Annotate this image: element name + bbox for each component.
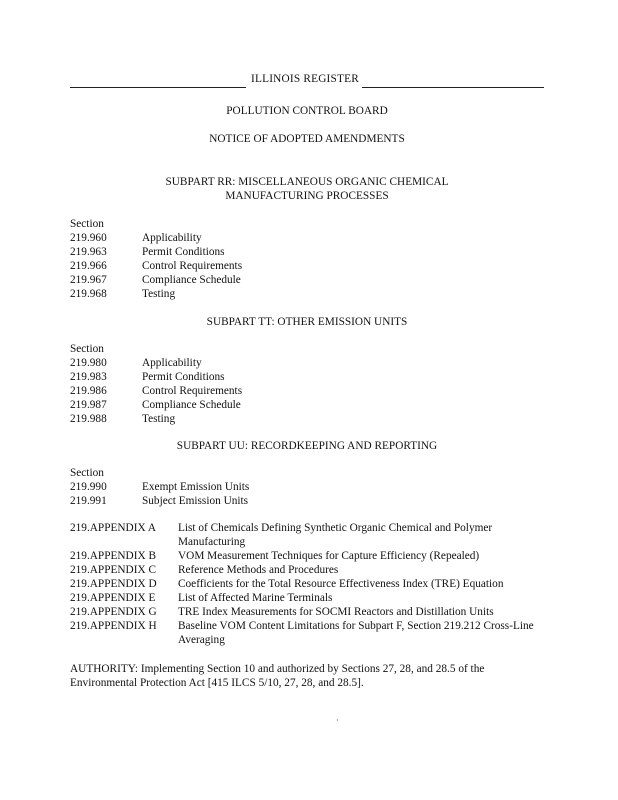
appendix-title: VOM Measurement Techniques for Capture Efficiency (Repealed) bbox=[178, 550, 480, 562]
section-number: 219.990 bbox=[70, 481, 107, 493]
section-row bbox=[70, 494, 550, 508]
section-number: 219.986 bbox=[70, 385, 107, 397]
section-title: Exempt Emission Units bbox=[142, 481, 250, 493]
section-label: Section bbox=[70, 343, 104, 355]
section-label: Section bbox=[70, 218, 104, 230]
section-number: 219.988 bbox=[70, 413, 107, 425]
appendix-id: 219.APPENDIX G bbox=[70, 606, 157, 618]
appendix-id: 219.APPENDIX C bbox=[70, 564, 156, 576]
appendix-list bbox=[70, 521, 550, 647]
masthead-rule-right bbox=[362, 87, 544, 88]
appendix-row bbox=[70, 605, 550, 619]
section-title: Permit Conditions bbox=[142, 371, 225, 383]
section-title: Permit Conditions bbox=[142, 246, 225, 258]
appendix-id: 219.APPENDIX B bbox=[70, 550, 156, 562]
masthead-rule-left bbox=[70, 87, 246, 88]
subpart-tt-title: SUBPART TT: OTHER EMISSION UNITS bbox=[206, 316, 408, 328]
appendix-id: 219.APPENDIX E bbox=[70, 592, 156, 604]
appendix-id: 219.APPENDIX A bbox=[70, 522, 156, 534]
subpart-rr-section-list bbox=[70, 217, 550, 301]
section-title: Applicability bbox=[142, 357, 202, 369]
section-title: Compliance Schedule bbox=[142, 399, 241, 411]
section-title: Control Requirements bbox=[142, 260, 243, 272]
section-row bbox=[70, 370, 550, 384]
appendix-title: List of Chemicals Defining Synthetic Organic Chemical and Polymer Manufacturing bbox=[178, 522, 493, 548]
section-row bbox=[70, 480, 550, 494]
appendix-row bbox=[70, 619, 550, 647]
appendix-row bbox=[70, 521, 550, 549]
section-title: Testing bbox=[142, 288, 176, 300]
appendix-title: Coefficients for the Total Resource Effectiveness Index (TRE) Equation bbox=[178, 578, 504, 590]
section-title: Subject Emission Units bbox=[142, 495, 249, 507]
appendix-title: Baseline VOM Content Limitations for Subpart F, Section 219.212 Cross-Line Averaging bbox=[178, 620, 534, 646]
section-number: 219.966 bbox=[70, 260, 107, 272]
section-number: 219.987 bbox=[70, 399, 107, 411]
section-number: 219.968 bbox=[70, 288, 107, 300]
authority-paragraph: AUTHORITY: Implementing Section 10 and authorized by Sections 27, 28, and 28.5 of the Environmental Protection Act [415 ILCS 5/10, 27, 28, and 28.5]. bbox=[70, 663, 485, 689]
section-number: 219.980 bbox=[70, 357, 107, 369]
appendix-title: Reference Methods and Procedures bbox=[178, 564, 339, 576]
appendix-id: 219.APPENDIX H bbox=[70, 620, 157, 632]
section-row bbox=[70, 398, 550, 412]
appendix-title: TRE Index Measurements for SOCMI Reactors and Distillation Units bbox=[178, 606, 494, 618]
board-name: POLLUTION CONTROL BOARD bbox=[226, 105, 388, 117]
appendix-row bbox=[70, 549, 550, 563]
subpart-tt-section-list bbox=[70, 342, 550, 426]
subpart-rr-title-line1: SUBPART RR: MISCELLANEOUS ORGANIC CHEMICAL bbox=[165, 176, 449, 188]
appendix-row bbox=[70, 591, 550, 605]
section-title: Testing bbox=[142, 413, 176, 425]
section-row bbox=[70, 245, 550, 259]
section-label: Section bbox=[70, 467, 104, 479]
notice-title: NOTICE OF ADOPTED AMENDMENTS bbox=[209, 133, 405, 145]
section-title: Control Requirements bbox=[142, 385, 243, 397]
appendix-title: List of Affected Marine Terminals bbox=[178, 592, 333, 604]
section-row bbox=[70, 356, 550, 370]
section-number: 219.960 bbox=[70, 232, 107, 244]
section-number: 219.963 bbox=[70, 246, 107, 258]
section-row bbox=[70, 259, 550, 273]
section-row bbox=[70, 384, 550, 398]
appendix-row bbox=[70, 563, 550, 577]
section-title: Applicability bbox=[142, 232, 202, 244]
section-number: 219.967 bbox=[70, 274, 107, 286]
section-title: Compliance Schedule bbox=[142, 274, 241, 286]
appendix-id: 219.APPENDIX D bbox=[70, 578, 157, 590]
section-row bbox=[70, 231, 550, 245]
register-masthead bbox=[70, 72, 544, 90]
register-title: ILLINOIS REGISTER bbox=[251, 73, 359, 85]
appendix-row bbox=[70, 577, 550, 591]
page-speck: · bbox=[336, 716, 339, 725]
section-row bbox=[70, 287, 550, 301]
section-number: 219.991 bbox=[70, 495, 107, 507]
subpart-rr-title-line2: MANUFACTURING PROCESSES bbox=[225, 190, 389, 202]
section-row bbox=[70, 273, 550, 287]
subpart-uu-section-list bbox=[70, 466, 550, 508]
subpart-uu-title: SUBPART UU: RECORDKEEPING AND REPORTING bbox=[176, 440, 438, 452]
section-number: 219.983 bbox=[70, 371, 107, 383]
section-row bbox=[70, 412, 550, 426]
